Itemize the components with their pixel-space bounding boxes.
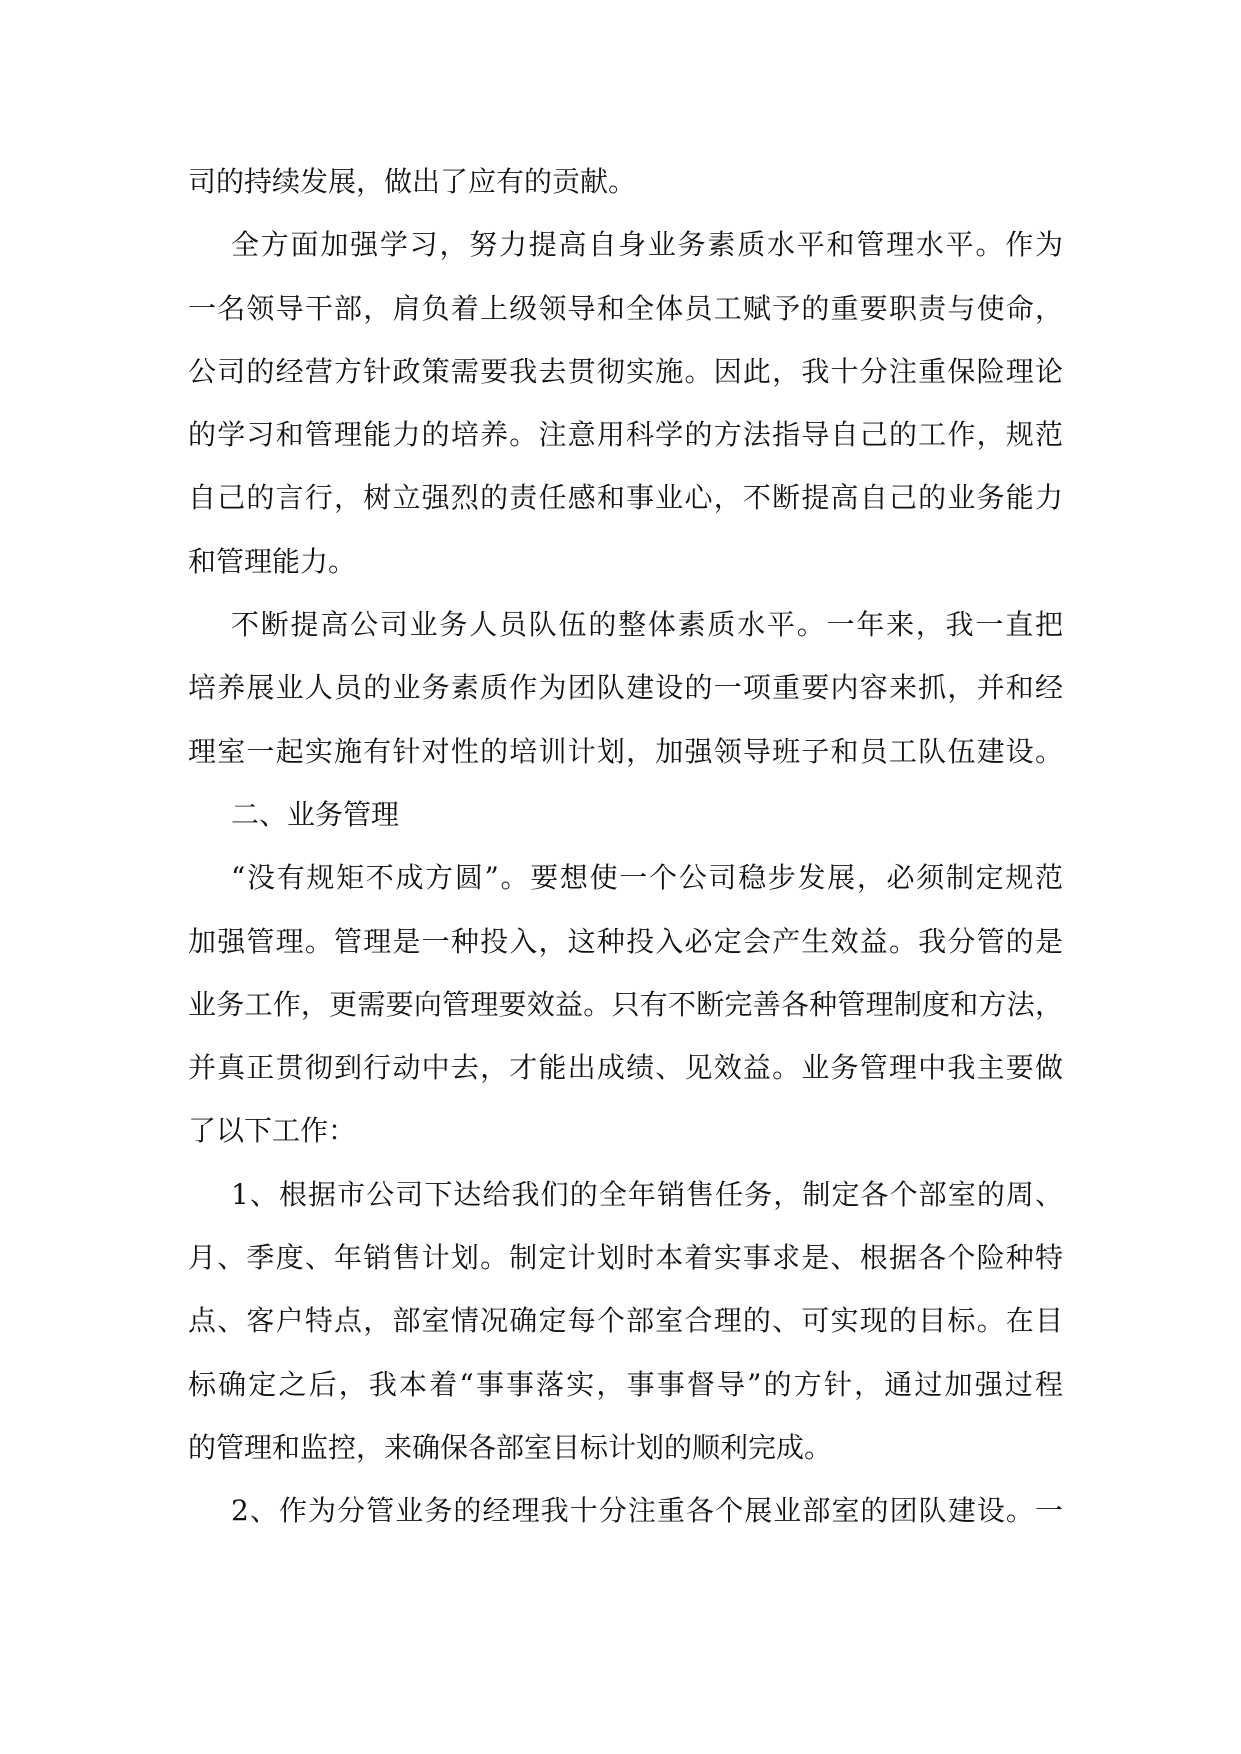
text-line: 自己的言行，树立强烈的责任感和事业心，不断提高自己的业务能力 [188, 481, 1063, 515]
document-body [188, 150, 1063, 1543]
text-line: 的学习和管理能力的培养。注意用科学的方法指导自己的工作，规范 [188, 418, 1063, 452]
paragraph-start-line: 全方面加强学习，努力提高自身业务素质水平和管理水平。作为 [231, 228, 1063, 262]
text-line: 加强管理。管理是一种投入，这种投入必定会产生效益。我分管的是 [188, 924, 1063, 958]
paragraph-start-line: 1、根据市公司下达给我们的全年销售任务，制定各个部室的周、 [231, 1177, 1063, 1211]
text-line: 业务工作，更需要向管理要效益。只有不断完善各种管理制度和方法， [188, 987, 1063, 1021]
text-line: 了以下工作： [188, 1114, 357, 1148]
paragraph-start-line: 不断提高公司业务人员队伍的整体素质水平。一年来，我一直把 [231, 608, 1063, 642]
paragraph-start-line: 2、作为分管业务的经理我十分注重各个展业部室的团队建设。一 [231, 1494, 1063, 1528]
text-line: 司的持续发展，做出了应有的贡献。 [188, 165, 637, 198]
text-line: 和管理能力。 [188, 544, 357, 578]
text-line: 并真正贯彻到行动中去，才能出成绩、见效益。业务管理中我主要做 [188, 1051, 1063, 1085]
text-line: 培养展业人员的业务素质作为团队建设的一项重要内容来抓，并和经 [188, 671, 1063, 705]
text-line: 月、季度、年销售计划。制定计划时本着实事求是、根据各个险种特 [188, 1241, 1063, 1275]
text-line: 标确定之后，我本着“事事落实，事事督导”的方针，通过加强过程 [188, 1367, 1063, 1401]
text-line: 一名领导干部，肩负着上级领导和全体员工赋予的重要职责与使命， [188, 291, 1063, 325]
section-heading: 二、业务管理 [231, 797, 400, 831]
text-line: 公司的经营方针政策需要我去贯彻实施。因此，我十分注重保险理论 [188, 354, 1063, 388]
text-line: 的管理和监控，来确保各部室目标计划的顺利完成。 [188, 1430, 833, 1464]
text-line: 理室一起实施有针对性的培训计划，加强领导班子和员工队伍建设。 [188, 734, 1063, 768]
paragraph-start-line: “没有规矩不成方圆”。要想使一个公司稳步发展，必须制定规范 [231, 861, 1063, 895]
text-line: 点、客户特点，部室情况确定每个部室合理的、可实现的目标。在目 [188, 1304, 1063, 1338]
